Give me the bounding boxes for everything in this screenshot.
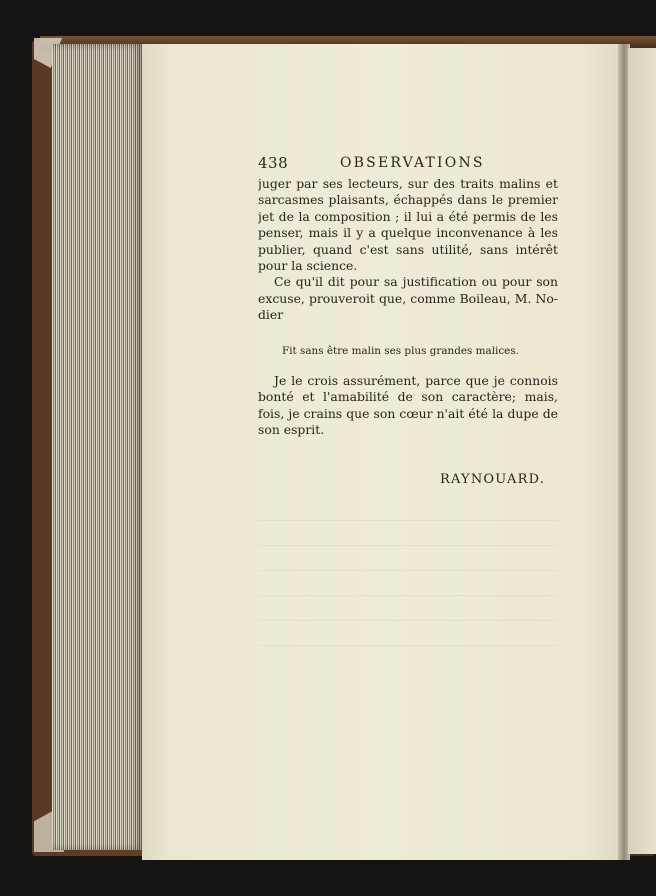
text-line: son esprit. <box>258 422 325 438</box>
text-line: publier, quand c'est sans utilité, sans intérêt <box>258 241 558 257</box>
text-line: fois, je crains que son cœur n'ait été la dupe de <box>258 405 558 421</box>
text-line: sarcasmes plaisants, échappés dans le premier <box>258 192 558 208</box>
running-head: OBSERVATIONS <box>340 155 485 171</box>
facing-page-edge <box>628 48 656 854</box>
show-through <box>258 570 558 571</box>
paragraph-3 <box>258 373 558 439</box>
page-number: 438 <box>258 154 289 172</box>
page-header <box>258 154 558 176</box>
text-line: pour la science. <box>258 257 358 273</box>
verse-quote: Fit sans être malin ses plus grandes malices. <box>282 345 519 357</box>
page-edges <box>52 44 144 850</box>
paragraph-1 <box>258 176 558 324</box>
text-line: dier <box>258 307 284 323</box>
show-through <box>258 520 558 521</box>
text-line: excuse, prouveroit que, comme Boileau, M. No- <box>258 290 558 306</box>
text-line: penser, mais il y a quelque inconvenance à les <box>258 225 558 241</box>
text-line: juger par ses lecteurs, sur des traits malins et <box>258 176 558 191</box>
text-line: jet de la composition ; il lui a été permis de les <box>258 208 558 224</box>
text-line: bonté et l'amabilité de son caractère; mais, <box>258 389 558 405</box>
author-signature: RAYNOUARD. <box>440 472 546 487</box>
show-through <box>258 595 558 596</box>
show-through <box>258 645 558 646</box>
text-line: Je le crois assurément, parce que je connois <box>274 373 558 388</box>
show-through <box>258 545 558 546</box>
text-line: Ce qu'il dit pour sa justification ou pour son <box>274 274 558 290</box>
show-through <box>258 620 558 621</box>
